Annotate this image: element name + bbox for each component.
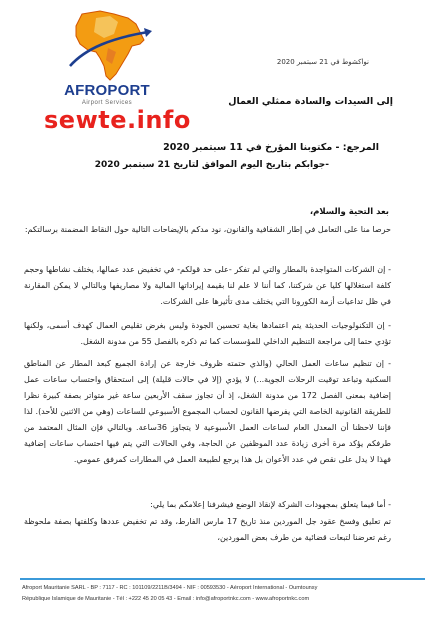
site-watermark: sewte.info (44, 106, 191, 134)
company-logo (52, 8, 162, 112)
footer-address: Afroport Mauritanie SARL - BP : 7117 - RC : 101109/2211B/3494 - NIF : 00593530 - Aéroport International - Oumtounsy (22, 585, 318, 591)
paragraph-efforts: - أما فيما يتعلق بمجهودات الشركة لإنقاذ الوضع فيشرفنا إعلامكم بما يلي: (150, 500, 391, 509)
paragraph-working-hours: - إن تنظيم ساعات العمل الحالي (والذي حتمته ظروف خارجة عن إرادة الجميع كبعد المطار عن المناطق السكنية وتباعد توقيت الرحلات الجوية...) لا يؤدي (إلا في حالات قليلة) إلى استحقاق واحتساب ساعات عمل إضافية بمعنى الفصل 172 من مدونة الشغل، إذ أن تجاوز سقف الأربعين ساعة غير متواتر بصفة كبيرة نظرا للطريقة القانونية الخاصة التي يفرضها القانون لحساب المجموع الأسبوعي للساعات (وهي من الاثنين للأحد). لذا فإننا لاحظنا أن المعدل العام لساعات العمل الأسبوعية لا يتجاوز 36ساعة. وبالتالي فإن المثال المعتمد من طرفكم يؤكد مرة أخرى زيادة عدد الموظفين عن الحاجة، وفي الحالات التي يتم فيها احتساب ساعات إضافية فهذا لا يدل على نقص في عدد الأعوان بل هذا يرجع لطبيعة العمل في المطارات كمرفق عمومي. (24, 359, 392, 464)
paragraph-companies: - إن الشركات المتواجدة بالمطار والتي لم تفكر -على حد قولكم- في تخفيض عدد عمالها، يختلف نشاطها وحجم كلفة استغلالها كليا عن شركتنا، كما أننا لا علم لنا بقيمة إيراداتها المالية ولا مصاريفها وبالتالي لا يمكن المقارنة في ظل تداعيات أزمة الكورونا التي يختلف مدى تأثيرها على الشركات. (24, 265, 391, 306)
paragraph-suppliers: تم تعليق وفسخ عقود جل الموردين منذ تاريخ 17 مارس الفارط، وقد تم تخفيض عددها وكلفتها بصفة ملحوظة رغم تعرضنا لتبعات قضائية من طرف بعض الموردين، (24, 517, 391, 542)
logo-tagline: Airport Services (81, 100, 133, 106)
letter-reply-reference: -جوابكم بتاريخ اليوم الموافق لتاريخ 21 سبتمبر 2020 (94, 160, 329, 170)
letter-greeting: بعد التحية والسلام، (309, 207, 389, 217)
paragraph-technologies: - إن التكنولوجيات الحديثة يتم اعتمادها بغاية تحسين الجودة وليس بغرض تقليص العمال كهدف أسمى، ولكنها تؤدي حتما إلى مراجعة التنظيم الداخلي للمؤسسات كما تم ذكره بالفصل 55 من مدونة الشغل. (24, 321, 391, 346)
logo-wordmark: AFROPORT (64, 82, 150, 99)
footer-contact: République Islamique de Mauritanie - Tél : +222 45 20 05 43 - Email : info@afroportnkc.com - www.afroportnkc.com (22, 596, 310, 602)
footer-divider (20, 578, 425, 580)
paragraph-intro: حرصا منا على التعامل في إطار الشفافية والقانون، نود مدكم بالإيضاحات التالية حول النقاط المضمنة برسالتكم: (24, 225, 391, 234)
letter-reference: المرجع: - مكتوبنا المؤرخ في 11 سبتمبر 2020 (163, 142, 379, 153)
letter-date: نواكشوط في 21 سبتمبر 2020 (276, 58, 369, 66)
africa-map-icon (52, 8, 162, 84)
letter-addressee: إلى السيدات والسادة ممثلي العمال (228, 96, 393, 107)
